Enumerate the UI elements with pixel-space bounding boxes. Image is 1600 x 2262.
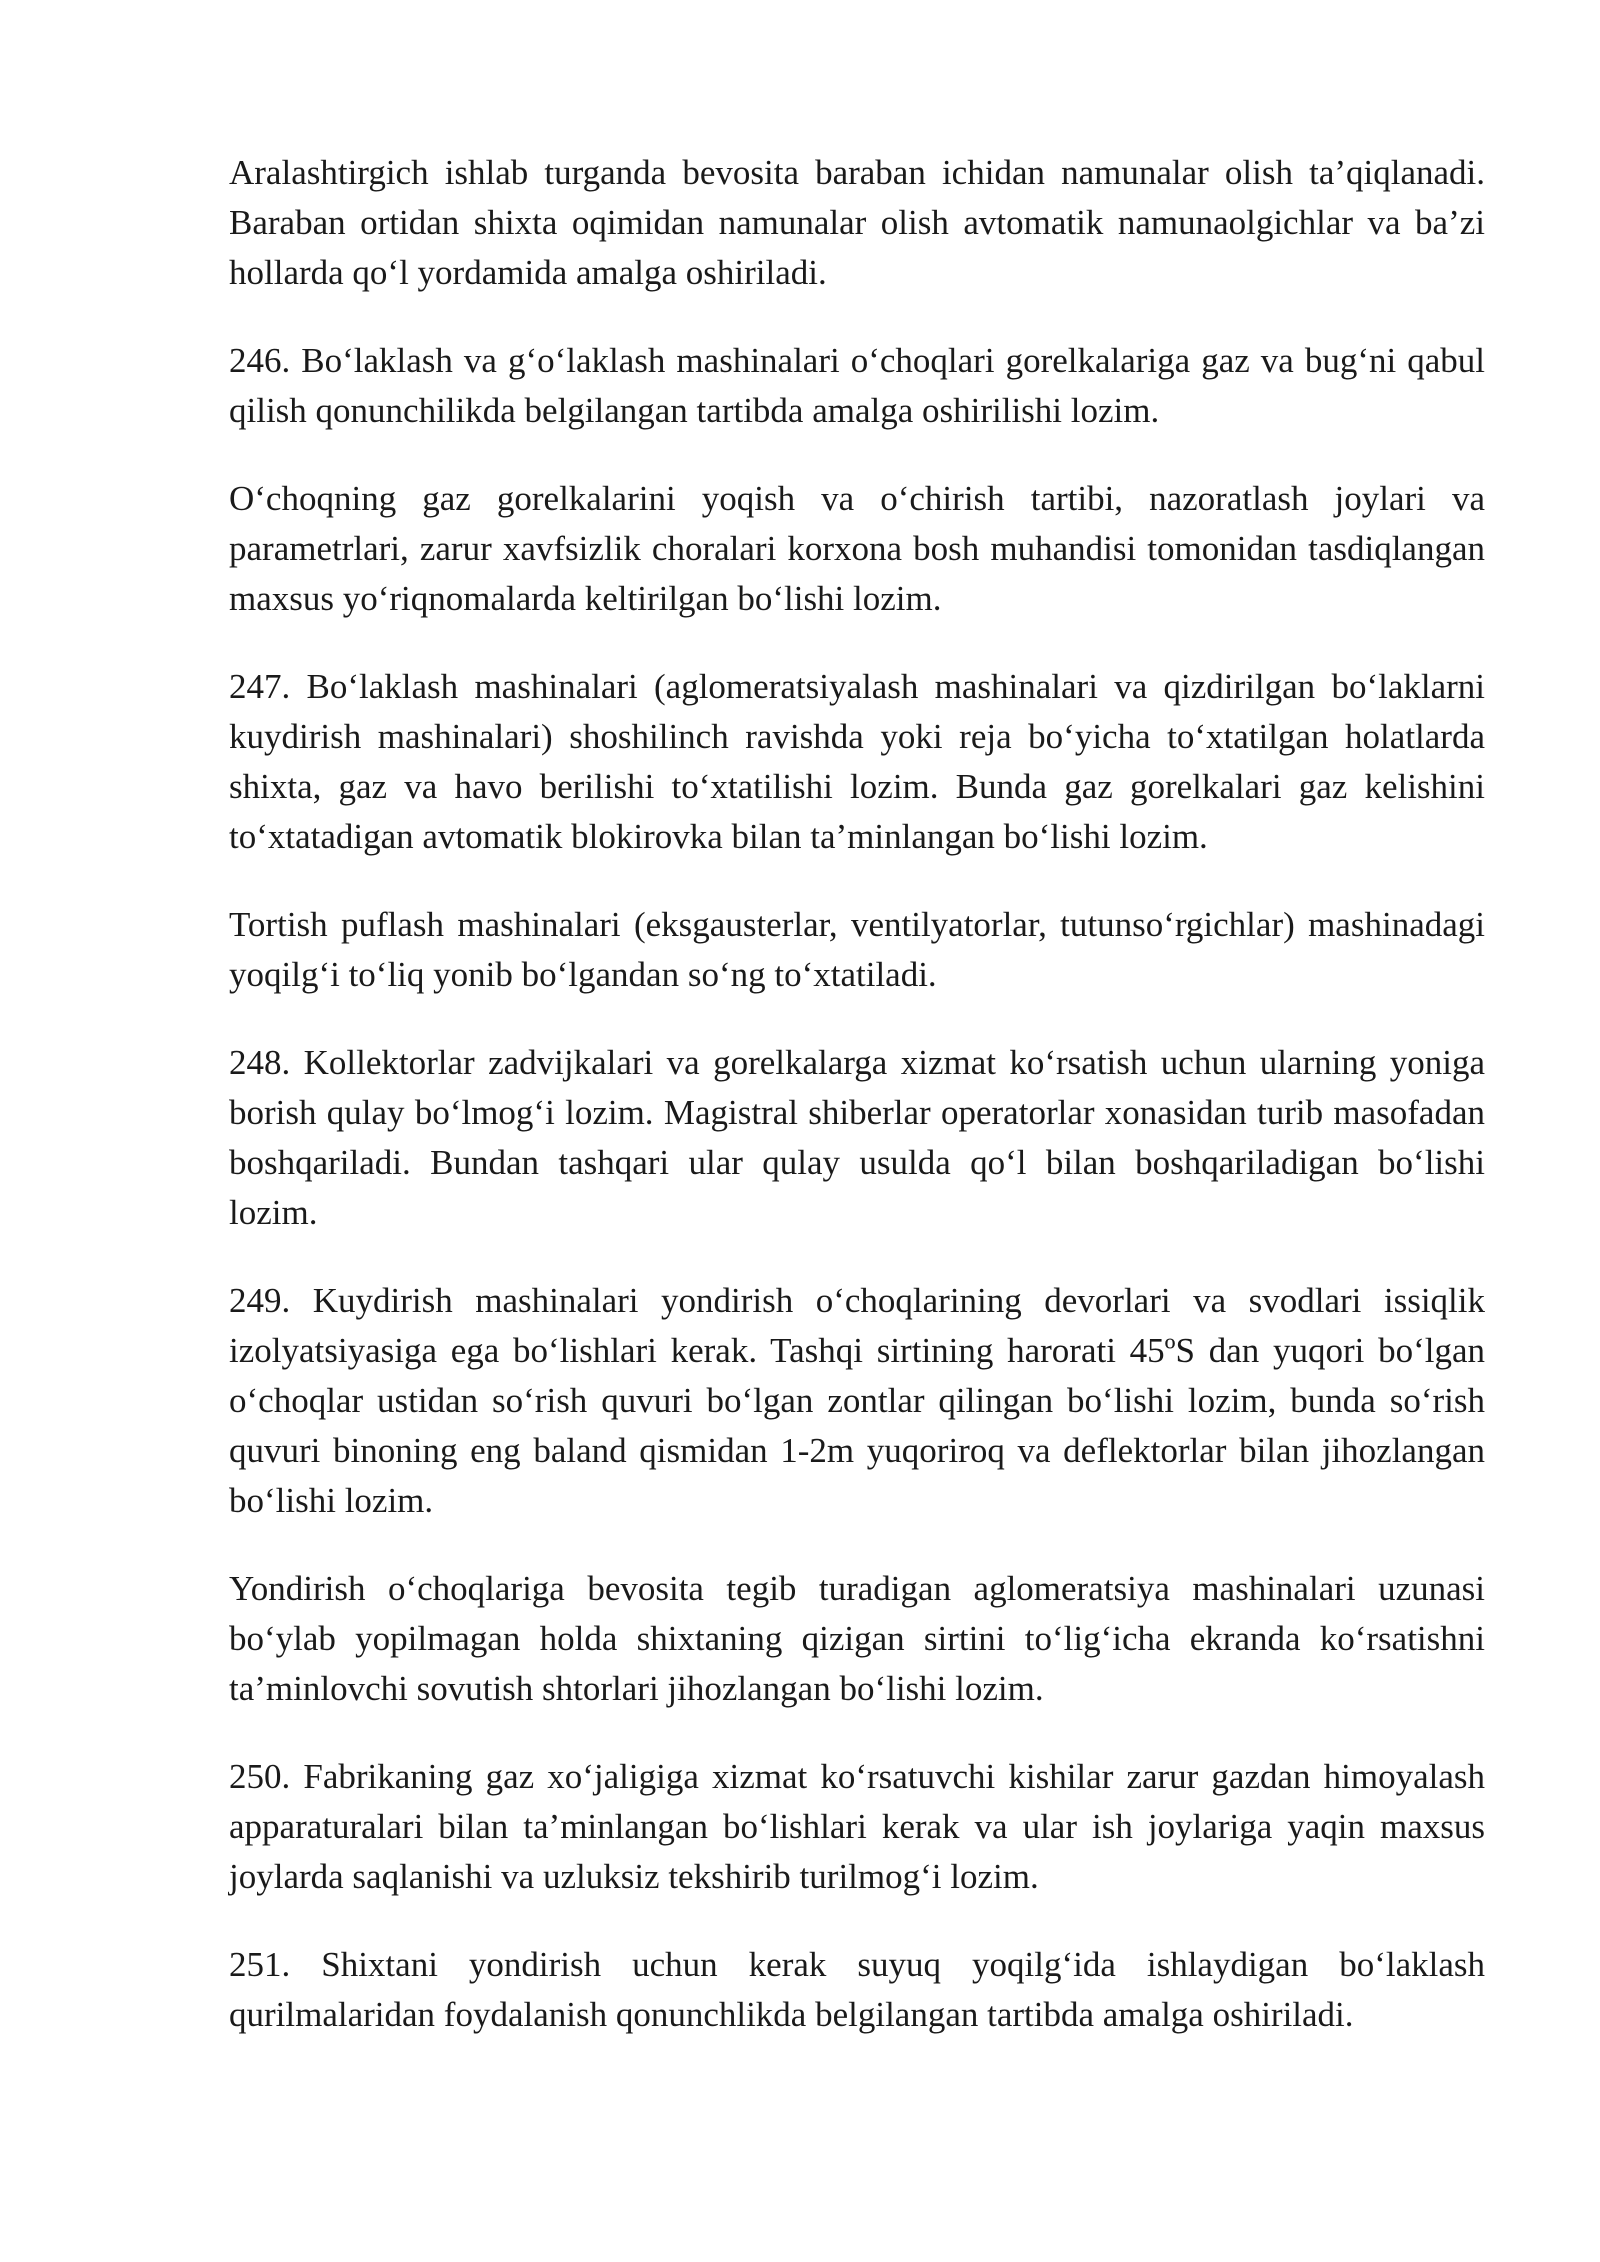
paragraph-clause-251: 251. Shixtani yondirish uchun kerak suyuq yoqilg‘ida ishlaydigan bo‘laklash qurilmalaridan foydalanish qonunchlikda belgilangan tartibda amalga oshiriladi.: [229, 1945, 1485, 2034]
paragraph-cooling-shutters: Yondirish o‘choqlariga bevosita tegib turadigan aglomeratsiya mashinalari uzunasi bo‘ylab yopilmagan holda shixtaning qizigan sirtini to‘lig‘icha ekranda ko‘rsatishni ta’minlovchi sovutish shtorlari jihozlangan bo‘lishi lozim.: [229, 1569, 1485, 1708]
paragraph-exhaust-machines: Tortish puflash mashinalari (eksgausterlar, ventilyatorlar, tutunso‘rgichlar) mashinadagi yoqilg‘i to‘liq yonib bo‘lgandan so‘ng to‘xtatiladi.: [229, 905, 1485, 994]
paragraph-clause-246: 246. Bo‘laklash va g‘o‘laklash mashinalari o‘choqlari gorelkalariga gaz va bug‘ni qabul qilish qonunchilikda belgilangan tartibda amalga oshirilishi lozim.: [229, 341, 1485, 430]
paragraph-clause-250: 250. Fabrikaning gaz xo‘jaligiga xizmat ko‘rsatuvchi kishilar zarur gazdan himoyalash apparaturalari bilan ta’minlangan bo‘lishlari kerak va ular ish joylariga yaqin maxsus joylarda saqlanishi va uzluksiz tekshirib turilmog‘i lozim.: [229, 1757, 1485, 1896]
paragraph-burner-procedure: O‘choqning gaz gorelkalarini yoqish va o‘chirish tartibi, nazoratlash joylari va parametrlari, zarur xavfsizlik choralari korxona bosh muhandisi tomonidan tasdiqlangan maxsus yo‘riqnomalarda keltirilgan bo‘lishi lozim.: [229, 479, 1485, 618]
paragraph-clause-248: 248. Kollektorlar zadvijkalari va gorelkalarga xizmat ko‘rsatish uchun ularning yoniga borish qulay bo‘lmog‘i lozim. Magistral shiberlar operatorlar xonasidan turib masofadan boshqariladi. Bundan tashqari ular qulay usulda qo‘l bilan boshqariladigan bo‘lishi lozim.: [229, 1043, 1485, 1232]
document-page: [229, 148, 1485, 2078]
paragraph-clause-247: 247. Bo‘laklash mashinalari (aglomeratsiyalash mashinalari va qizdirilgan bo‘laklarni kuydirish mashinalari) shoshilinch ravishda yoki reja bo‘yicha to‘xtatilgan holatlarda shixta, gaz va havo berilishi to‘xtatilishi lozim. Bunda gaz gorelkalari gaz kelishini to‘xtatadigan avtomatik blokirovka bilan ta’minlangan bo‘lishi lozim.: [229, 667, 1485, 856]
paragraph-clause-249: 249. Kuydirish mashinalari yondirish o‘choqlarining devorlari va svodlari issiqlik izolyatsiyasiga ega bo‘lishlari kerak. Tashqi sirtining harorati 45ºS dan yuqori bo‘lgan o‘choqlar ustidan so‘rish quvuri bo‘lgan zontlar qilingan bo‘lishi lozim, bunda so‘rish quvuri binoning eng baland qismidan 1-2m yuqoriroq va deflektorlar bilan jihozlangan bo‘lishi lozim.: [229, 1281, 1485, 1520]
paragraph-sampling: Aralashtirgich ishlab turganda bevosita baraban ichidan namunalar olish ta’qiqlanadi. Baraban ortidan shixta oqimidan namunalar olish avtomatik namunaolgichlar va ba’zi hollarda qo‘l yordamida amalga oshiriladi.: [229, 153, 1485, 292]
